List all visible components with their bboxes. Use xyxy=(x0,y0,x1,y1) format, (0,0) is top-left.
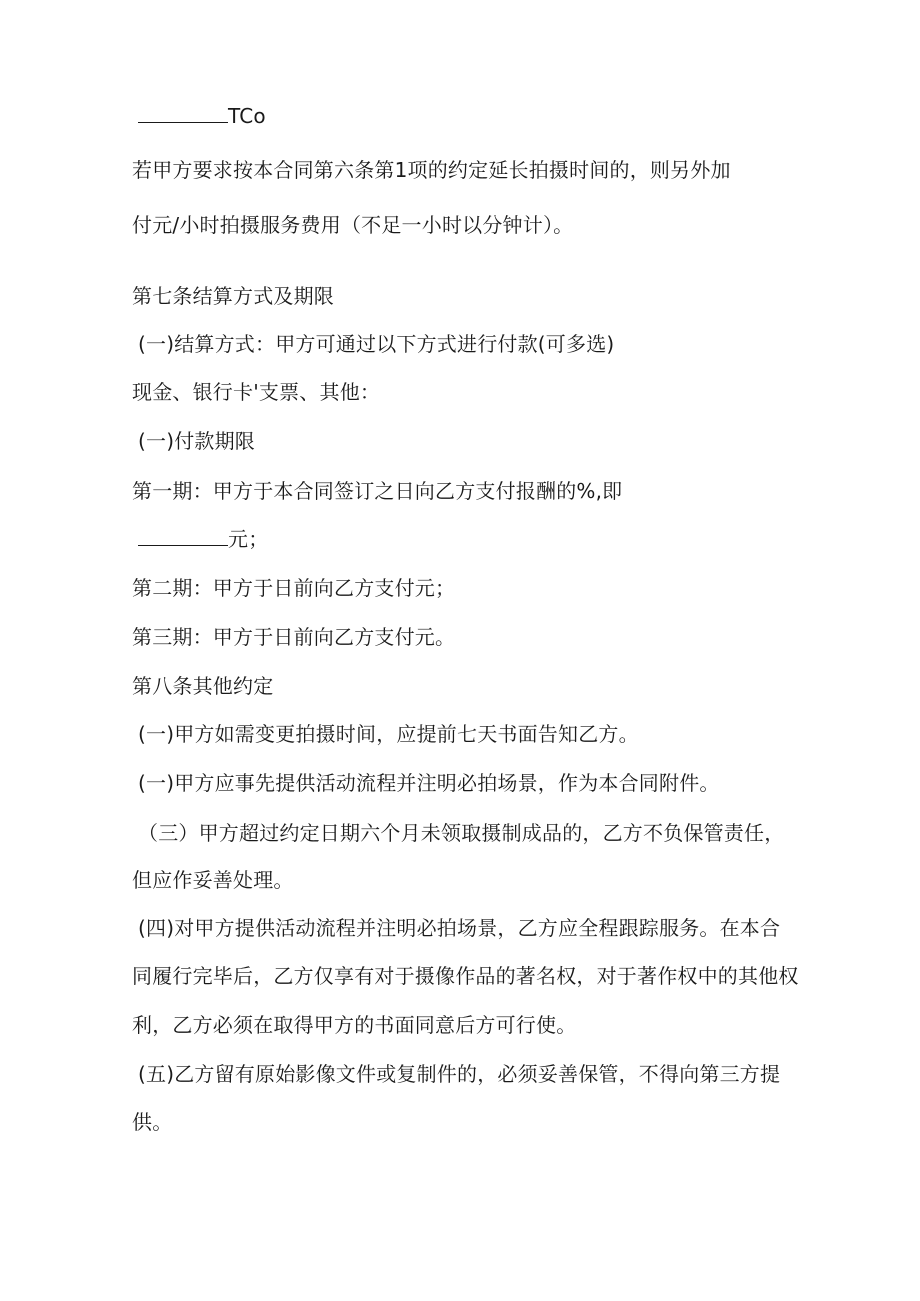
paragraph-line xyxy=(138,770,720,796)
line-text: 同履行完毕后，乙方仅享有对于摄像作品的著名权，对于著作权中的其他权 xyxy=(132,964,799,988)
line-text: TCo xyxy=(228,104,266,128)
fill-in-blank xyxy=(138,104,228,123)
paragraph-line xyxy=(138,820,784,846)
line-text: (一)甲方如需变更拍摄时间，应提前七天书面告知乙方。 xyxy=(138,722,639,746)
paragraph-line xyxy=(132,1012,576,1038)
line-text: (一)结算方式：甲方可通过以下方式进行付款(可多选) xyxy=(138,332,615,356)
line-text: 第三期：甲方于日前向乙方支付元。 xyxy=(132,625,456,649)
paragraph-line xyxy=(138,915,780,941)
paragraph-line xyxy=(138,721,639,747)
line-tco xyxy=(138,103,266,129)
section-heading-article-8 xyxy=(132,673,273,699)
heading-text: 第七条结算方式及期限 xyxy=(132,284,334,308)
line-text: 现金、银行卡'支票、其他： xyxy=(132,380,381,404)
line-text: 若甲方要求按本合同第六条第1项的约定延长拍摄时间的，则另外加 xyxy=(132,158,731,182)
heading-text: 第八条其他约定 xyxy=(132,674,274,698)
line-text: 第二期：甲方于日前向乙方支付元； xyxy=(132,576,456,600)
line-amount xyxy=(138,526,268,552)
line-text: 但应作妥善处理。 xyxy=(132,868,294,892)
line-text: (一)甲方应事先提供活动流程并注明必拍场景，作为本合同附件。 xyxy=(138,771,720,795)
line-text: (五)乙方留有原始影像文件或复制件的，必须妥善保管，不得向第三方提 xyxy=(138,1062,781,1086)
paragraph-line xyxy=(132,212,573,238)
paragraph-line xyxy=(132,575,455,601)
paragraph-line xyxy=(132,157,731,183)
fill-in-blank xyxy=(138,527,228,546)
paragraph-line xyxy=(132,624,455,650)
paragraph-line xyxy=(132,1109,172,1135)
paragraph-line xyxy=(132,379,380,405)
line-text: (四)对甲方提供活动流程并注明必拍场景，乙方应全程跟踪服务。在本合 xyxy=(138,916,781,940)
line-text: 付元/小时拍摄服务费用（不足一小时以分钟计）。 xyxy=(132,213,574,237)
paragraph-line xyxy=(132,478,622,504)
line-text: 元； xyxy=(228,527,269,551)
line-text: (一)付款期限 xyxy=(138,429,256,453)
line-text: （三）甲方超过约定日期六个月未领取摄制成品的，乙方不负保管责任， xyxy=(138,821,785,845)
section-heading-article-7 xyxy=(132,283,334,309)
paragraph-line xyxy=(138,331,614,357)
paragraph-line xyxy=(132,963,799,989)
paragraph-line xyxy=(138,428,255,454)
line-text: 第一期：甲方于本合同签订之日向乙方支付报酬的%,即 xyxy=(132,479,623,503)
line-text: 供。 xyxy=(132,1110,173,1134)
line-text: 利，乙方必须在取得甲方的书面同意后方可行使。 xyxy=(132,1013,577,1037)
paragraph-line xyxy=(138,1061,780,1087)
paragraph-line xyxy=(132,867,294,893)
